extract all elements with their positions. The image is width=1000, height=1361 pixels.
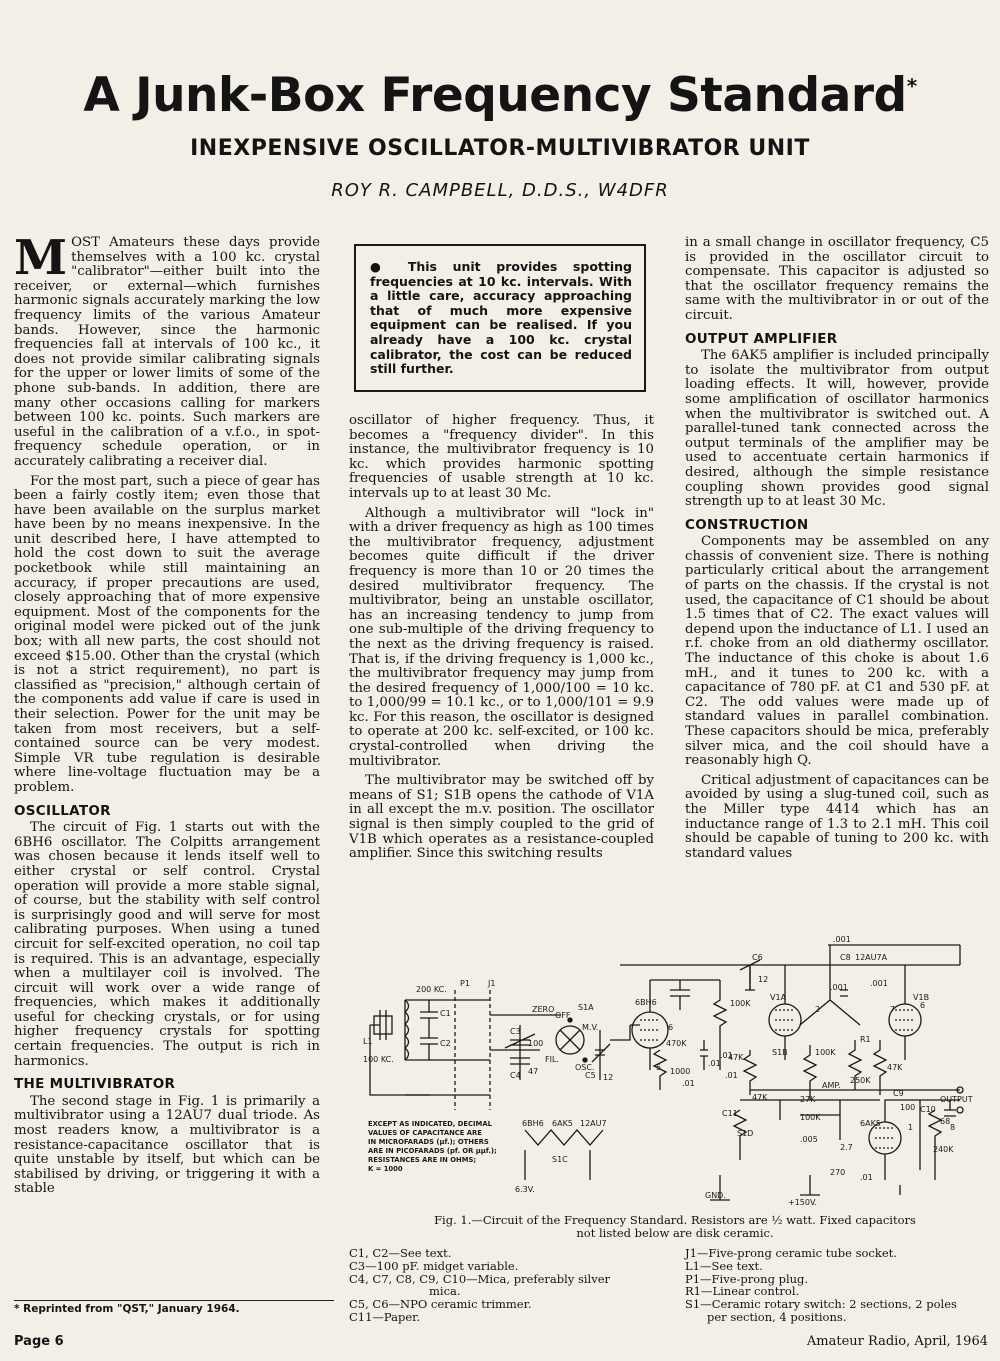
label-zero: ZERO: [532, 1005, 555, 1014]
footnote: * Reprinted from "QST," January 1964.: [14, 1300, 334, 1315]
label-l1: L1: [363, 1037, 373, 1046]
circuit-schematic: [360, 930, 990, 1210]
parts-item: C11—Paper.: [349, 1309, 421, 1324]
paragraph: The 6AK5 amplifier is included principally to isolate the multivibrator from output loading effects. It will, however, provide some amplification of oscillator harmonics when the multivibrator is switched out. A parallel-tuned tank connected across the output terminals of the amplifier may be used to accentuate certain harmonics if desired, although the simple resistance coupling shown provides good signal strength up to at least 30 Mc.: [685, 348, 989, 510]
schematic-note-line: VALUES OF CAPACITANCE ARE: [368, 1129, 482, 1137]
label-fil: FIL.: [545, 1055, 559, 1064]
label-s1b: S1B: [772, 1048, 788, 1057]
label-100k-b: 100K: [815, 1048, 836, 1057]
label-c5: C5: [585, 1071, 596, 1080]
label-v1b: V1B: [913, 993, 930, 1002]
parts-list-right: [685, 1247, 995, 1324]
article-author: ROY R. CAMPBELL, D.D.S., W4DFR: [331, 180, 669, 201]
article-title: A Junk-Box Frequency Standard*: [83, 68, 917, 123]
parts-item: C5, C6—NPO ceramic trimmer.: [349, 1297, 532, 1312]
text-column-2: [349, 414, 654, 919]
label-c5-value: 12: [603, 1073, 614, 1082]
article-subtitle: INEXPENSIVE OSCILLATOR-MULTIVIBRATOR UNIT: [190, 136, 810, 161]
label-250k: 250K: [850, 1076, 871, 1085]
label-s1c: S1C: [552, 1155, 568, 1164]
label-fil-6ak5: 6AK5: [552, 1119, 573, 1128]
label-gnd: GND.: [705, 1191, 726, 1200]
label-001-b: .001: [830, 983, 848, 992]
parts-item: mica.: [429, 1284, 461, 1299]
label-r1: R1: [860, 1035, 871, 1044]
parts-item: C1, C2—See text.: [349, 1246, 452, 1260]
paragraph: in a small change in oscillator frequency, C5 is provided in the oscillator circuit to compensate. This capacitor is adjusted so that the oscillator frequency remains the same with the multivibrator in or out of the circuit.: [685, 236, 989, 323]
label-c8: C8: [840, 953, 851, 962]
label-pin1: 1: [908, 1123, 914, 1132]
parts-list-left: [349, 1247, 669, 1324]
schematic-note-line: IN MICROFARADS (μf.); OTHERS: [368, 1138, 489, 1146]
label-osc: OSC.: [575, 1063, 595, 1072]
label-100k-a: 100K: [730, 999, 751, 1008]
label-68: 68: [940, 1117, 951, 1126]
parts-item: per section, 4 positions.: [707, 1309, 847, 1324]
page-number: Page 6: [14, 1334, 64, 1349]
paragraph: For the most part, such a piece of gear has been a fairly costly item; even those that have been available on the surplus market have been by no means inexpensive. In the unit described here, I have attempted to hold the cost down to suit the average pocketbook while still maintaining an accuracy, if proper precautions are used, closely approaching that of more expensive equipment. Most of the components for the original model were picked out of the junk box; with all new parts, the cost should not exceed $15.00. Other than the crystal (which is not a strict requirement), no part is classified as "precision," although certain of the components add value if care is used in their selection. Power for the unit may be taken from most receivers, but a self-contained source can be very modest. Simple VR tube regulation is desirable where line-voltage fluctuation may be a problem.: [14, 473, 320, 795]
paragraph: The circuit of Fig. 1 starts out with the 6BH6 oscillator. The Colpitts arrangement was chosen because it lends itself well to either crystal or self control. Crystal operation will provide a more stable signal, of course, but the stability with self control is surprisingly good and will serve for most calibrating purposes. When using a tuned circuit for self-excited operation, no coil tap is required. This is an advantage, especially when a multilayer coil is involved. The circuit will work over a wide range of frequencies, which makes it additionally useful for checking crystals, or for using higher frequency crystals for spotting certain frequencies. The output is rich in harmonics.: [14, 820, 320, 1069]
label-c3-value: 100: [528, 1039, 544, 1048]
label-pin8: 8: [950, 1123, 956, 1132]
label-j1: J1: [488, 979, 496, 988]
label-270: 270: [830, 1168, 846, 1177]
paragraph: oscillator of higher frequency. Thus, it becomes a "frequency divider". In this instance, the multivibrator frequency is 10 kc. which provides harmonic spotting frequencies of usable strength at 10 kc. intervals up to at least 30 Mc.: [349, 414, 654, 501]
schematic-note-line: K = 1000: [368, 1165, 403, 1173]
schematic-note-line: ARE IN PICOFARADS (pf. OR μμf.);: [368, 1147, 497, 1155]
label-c4-value: 47: [528, 1067, 539, 1076]
label-001-a: .001: [833, 935, 851, 944]
label-01-d: .01: [860, 1173, 873, 1182]
label-001-c: .001: [870, 979, 888, 988]
section-heading-oscillator: OSCILLATOR: [14, 802, 111, 819]
journal-footer: Amateur Radio, April, 1964: [806, 1334, 988, 1349]
label-s1d: S1D: [737, 1129, 754, 1138]
label-470k: 470K: [666, 1039, 687, 1048]
label-crystal: 100 KC.: [363, 1055, 394, 1064]
label-2-7: 2.7: [840, 1143, 853, 1152]
label-c6: C6: [752, 953, 763, 962]
paragraph: Although a multivibrator will "lock in" with a driver frequency as high as 100 times the multivibrator frequency, adjustment becomes quite difficult if the driver frequency is more than 10 or 20 times the desired multivibrator frequency. The multivibrator, being an unstable oscillator, has an increasing tendency to jump from one sub-multiple of the driving frequency to the next as the driving frequency is raised. That is, if the driving frequency is 1,000 kc., the multivibrator frequency may jump from the desired frequency of 1,000/100 = 10 kc. to 1,000/99 = 10.1 kc., or to 1,000/101 = 9.9 kc. For this reason, the oscillator is designed to operate at 200 kc. self-excited, or 100 kc. crystal-controlled when driving the multivibrator.: [349, 505, 654, 769]
parts-item: L1—See text.: [685, 1258, 763, 1273]
parts-item: P1—Five-prong plug.: [685, 1271, 809, 1286]
label-005: .005: [800, 1135, 818, 1144]
label-pin5: 5: [656, 1063, 662, 1072]
label-01-b: .01: [682, 1079, 695, 1088]
summary-box: ● This unit provides spotting frequencies at 10 kc. intervals. With a little care, accuracy approaching that of much more expensive equipment can be realised. If you already have a 100 kc. crystal calibrator, the cost can be reduced still further.: [354, 244, 646, 392]
paragraph: Critical adjustment of capacitances can be avoided by using a slug-tuned coil, such as the Miller type 4414 which has an inductance range of 1.3 to 2.1 mH. This coil should be capable of tuning to 200 kc. with standard values: [685, 772, 989, 861]
label-pin6: 6: [668, 1023, 674, 1032]
label-c11: C11: [722, 1109, 738, 1118]
caption-line: Fig. 1.—Circuit of the Frequency Standard. Resistors are ½ watt. Fixed capacitors: [434, 1213, 916, 1227]
label-12au7a: 12AU7A: [855, 953, 888, 962]
label-c6-value: 12: [758, 975, 769, 984]
section-heading-output-amplifier: OUTPUT AMPLIFIER: [685, 330, 838, 347]
label-200kc: 200 KC.: [416, 985, 447, 994]
label-c9-value: 100: [900, 1103, 916, 1112]
label-27k: 27K: [800, 1095, 816, 1104]
label-01-c: .01: [725, 1071, 738, 1080]
label-c4: C4: [510, 1071, 521, 1080]
label-6bh6: 6BH6: [635, 998, 657, 1007]
label-47k-c: 47K: [752, 1093, 768, 1102]
section-heading-construction: CONSTRUCTION: [685, 516, 809, 533]
title-footnote-mark: *: [906, 74, 917, 98]
parts-item: S1—Ceramic rotary switch: 2 sections, 2 poles: [685, 1297, 957, 1312]
section-heading-multivibrator: THE MULTIVIBRATOR: [14, 1076, 176, 1093]
text-column-1: [14, 236, 320, 1288]
label-b150: +150V.: [788, 1198, 817, 1207]
label-c2: C2: [440, 1039, 451, 1048]
schematic-note-line: RESISTANCES ARE IN OHMS;: [368, 1156, 477, 1164]
parts-item: J1—Five-prong ceramic tube socket.: [685, 1246, 897, 1260]
label-c10: C10: [920, 1105, 936, 1114]
label-pin7: 7: [890, 1005, 896, 1014]
label-p1: P1: [460, 979, 470, 988]
label-amp: AMP.: [822, 1081, 841, 1090]
label-s1a: S1A: [578, 1003, 594, 1012]
label-off: OFF: [555, 1011, 571, 1020]
label-fil-12au7: 12AU7: [580, 1119, 607, 1128]
label-v1a: V1A: [770, 993, 787, 1002]
label-47k-a: 47K: [728, 1053, 744, 1062]
figure-caption: [360, 1214, 990, 1240]
label-47k-b: 47K: [887, 1063, 903, 1072]
label-c3: C3: [510, 1027, 521, 1036]
caption-line: not listed below are disk ceramic.: [576, 1226, 774, 1240]
label-c9: C9: [893, 1089, 904, 1098]
label-6-3v: 6.3V.: [515, 1185, 535, 1194]
label-01-e: .01: [720, 1051, 733, 1060]
label-240k: 240K: [933, 1145, 954, 1154]
label-pin6-b: 6: [920, 1001, 926, 1010]
schematic-note-line: EXCEPT AS INDICATED, DECIMAL: [368, 1120, 492, 1128]
paragraph: Components may be assembled on any chassis of convenient size. There is nothing particularly critical about the arrangement of parts on the chassis. If the crystal is not used, the capacitance of C1 should be about 1.5 times that of C2. The exact values will depend upon the inductance of L1. I used an r.f. choke from an old diathermy oscillator. The inductance of this choke is about 1.6 mH., and it tunes to 200 kc. with a capacitance of 780 pF. at C1 and 530 pF. at C2. The odd values were made up of standard values in parallel combination. These capacitors should be mica, preferably silver mica, and the coil should have a reasonably high Q.: [685, 534, 989, 769]
paragraph: The second stage in Fig. 1 is primarily a multivibrator using a 12AU7 dual triode. As most readers know, a multivibrator is a resistance-capacitance oscillator that is quite unstable by itself, but which can be stabilised by driving, or triggering it with a stable: [14, 1093, 320, 1197]
label-pin2: 2: [815, 1005, 821, 1014]
label-c1: C1: [440, 1009, 451, 1018]
parts-item: R1—Linear control.: [685, 1284, 800, 1299]
label-output: OUTPUT: [940, 1095, 973, 1104]
text-column-3: [685, 236, 989, 922]
label-mv: M.V.: [582, 1023, 599, 1032]
label-fil-6bh6: 6BH6: [522, 1119, 544, 1128]
label-6ak5: 6AK5: [860, 1119, 881, 1128]
label-01-a: .01: [708, 1059, 721, 1068]
label-100k-c: 100K: [800, 1113, 821, 1122]
parts-item: C4, C7, C8, C9, C10—Mica, preferably silver: [349, 1271, 611, 1286]
paragraph: The multivibrator may be switched off by means of S1; S1B opens the cathode of V1A in all except the m.v. position. The oscillator signal is then simply coupled to the grid of V1B which operates as a resistance-coupled amplifier. Since this switching results: [349, 773, 654, 862]
drop-cap: M: [14, 236, 68, 286]
parts-item: C3—100 pF. midget variable.: [349, 1258, 519, 1273]
paragraph: MOST Amateurs these days provide themselves with a 100 kc. crystal "calibrator"—either built into the receiver, or external—which furnishes harmonic signals accurately marking the low frequency limits of the various Amateur bands. However, since the harmonic frequencies fall at intervals of 100 kc., it does not provide similar calibrating signals for the upper or lower limits of some of the phone sub-bands. In addition, there are many other occasions calling for markers between 100 kc. points. Such markers are useful in the calibration of a v.f.o., in spot-frequency schedule operation, or in accurately calibrating a receiver dial.: [14, 236, 320, 469]
label-1000: 1000: [670, 1067, 691, 1076]
